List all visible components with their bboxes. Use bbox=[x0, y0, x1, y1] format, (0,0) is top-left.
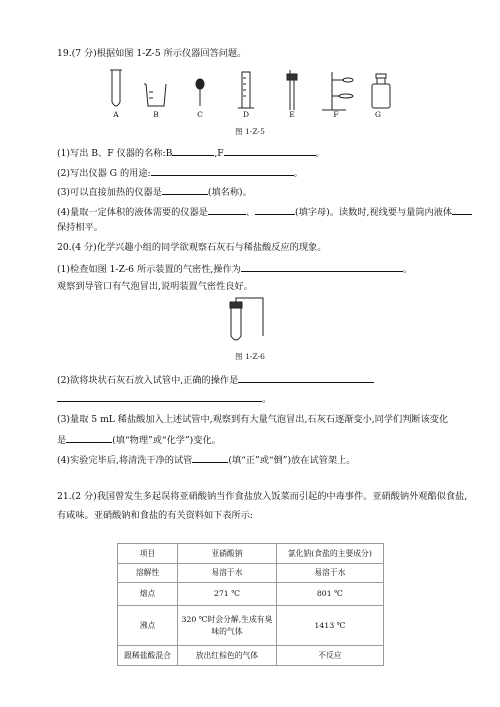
q20-sub3-text-c: (填“物理”或“化学”)变化。 bbox=[112, 435, 221, 446]
dropper-drawing bbox=[196, 79, 204, 106]
instrument-label-c: C bbox=[197, 110, 203, 119]
apparatus-figure bbox=[225, 296, 275, 346]
q20-sub1-text: (1)检查如图 1-Z-6 所示装置的气密性,操作为 bbox=[57, 264, 241, 275]
q19-sub4 bbox=[57, 205, 472, 219]
table-cell-nitrite bbox=[178, 606, 277, 646]
answer-blank-measure-2[interactable] bbox=[255, 205, 295, 215]
q19-sub4-line2: 保持相平。 bbox=[57, 222, 103, 233]
q20-sub2 bbox=[57, 373, 374, 387]
q19-sub3 bbox=[57, 185, 252, 199]
answer-blank-heat[interactable] bbox=[162, 185, 208, 195]
q21-line2: 有咸味。亚硝酸钠和食盐的有关资料如下表所示: bbox=[57, 510, 254, 521]
apparatus-test-tube bbox=[231, 306, 241, 340]
table-cell-label: 沸点 bbox=[118, 606, 178, 646]
q20-sub2-text: (2)欲将块状石灰石放入试管中,正确的操作是 bbox=[57, 375, 239, 386]
comparison-table bbox=[117, 543, 384, 666]
answer-blank-g-use[interactable] bbox=[151, 166, 294, 176]
table-header-item: 项目 bbox=[118, 544, 178, 564]
answer-blank-b[interactable] bbox=[172, 146, 214, 156]
q20-sub4 bbox=[57, 453, 355, 467]
table-row bbox=[118, 564, 384, 583]
apparatus-stopper bbox=[230, 302, 242, 308]
q19-sub2-end: 。 bbox=[293, 168, 303, 179]
table-cell-nitrite: 271 ℃ bbox=[178, 583, 277, 606]
q19-sub1-end: 。 bbox=[315, 148, 325, 159]
q19-sub3-end: (填名称)。 bbox=[207, 187, 252, 198]
table-header-chloride: 氯化钠(食盐的主要成分) bbox=[276, 544, 383, 564]
answer-blank-level[interactable] bbox=[452, 205, 472, 215]
q20-sub3: (3)量取 5 mL 稀盐酸加入上述试管中,观察到有大量气泡冒出,石灰石逐渐变小,同学们判断该变化 bbox=[57, 414, 449, 425]
instrument-label-f: F bbox=[333, 110, 339, 119]
table-cell-nitrite: 放出红棕色的气体 bbox=[178, 646, 277, 666]
table-cell-label: 跟稀盐酸混合 bbox=[118, 646, 178, 666]
figure-caption-1z5: 图 1-Z-5 bbox=[235, 127, 265, 136]
answer-blank-place-stone-2[interactable] bbox=[57, 392, 262, 402]
q19-sub1 bbox=[57, 146, 325, 160]
q20-sub3-text-b: 是 bbox=[57, 435, 67, 446]
instrument-label-b: B bbox=[153, 110, 159, 119]
table-cell-label: 溶解性 bbox=[118, 564, 178, 583]
table-row bbox=[118, 646, 384, 666]
q20-sub4-text-b: (填“正”或“倒”)放在试管架上。 bbox=[228, 455, 356, 466]
instrument-label-d: D bbox=[242, 110, 249, 119]
beaker-drawing bbox=[144, 84, 166, 106]
table-cell-chloride: 801 ℃ bbox=[276, 583, 383, 606]
q21-line1: 21.(2 分)我国曾发生多起误将亚硝酸钠当作食盐放入饭菜而引起的中毒事件。亚硝酸钠外观酷似食盐, bbox=[57, 491, 468, 502]
q20-sub3-line2 bbox=[57, 433, 221, 447]
q20-heading: 20.(4 分)化学兴趣小组的同学欲观察石灰石与稀盐酸反应的现象。 bbox=[57, 242, 327, 253]
answer-blank-orientation[interactable] bbox=[192, 453, 228, 463]
answer-blank-f[interactable] bbox=[224, 146, 316, 156]
table-cell-nitrite-line1: 320 ℃时会分解,生成有臭 bbox=[181, 614, 273, 624]
instrument-label-g: G bbox=[375, 110, 381, 119]
table-row bbox=[118, 606, 384, 646]
q19-sub3-text: (3)可以直接加热的仪器是 bbox=[57, 187, 162, 198]
q20-sub1 bbox=[57, 262, 412, 276]
q19-sub4-text-a: (4)量取一定体积的液体需要的仪器是 bbox=[57, 207, 208, 218]
table-cell-chloride: 易溶于水 bbox=[276, 564, 383, 583]
table-cell-chloride: 1413 ℃ bbox=[276, 606, 383, 646]
q19-sub4-text-b: 、 bbox=[245, 207, 256, 218]
table-header-row bbox=[118, 544, 384, 564]
table-header-nitrite: 亚硝酸钠 bbox=[178, 544, 277, 564]
answer-blank-change-type[interactable] bbox=[66, 433, 112, 443]
table-cell-nitrite-line2: 味的气体 bbox=[211, 626, 243, 636]
graduated-cylinder-drawing bbox=[238, 72, 254, 108]
q20-sub2-line2 bbox=[57, 392, 271, 406]
test-tube-drawing bbox=[110, 70, 122, 106]
q19-sub1-mid: ,F bbox=[214, 148, 224, 159]
table-cell-nitrite: 易溶于水 bbox=[178, 564, 277, 583]
answer-blank-measure-1[interactable] bbox=[208, 205, 246, 215]
q19-sub4-text-c: (填字母)。读数时,视线要与量筒内液体 bbox=[295, 207, 453, 218]
reagent-bottle-drawing bbox=[372, 74, 390, 108]
instrument-label-e: E bbox=[289, 110, 295, 119]
q20-sub1-end: 。 bbox=[402, 264, 413, 275]
q20-sub4-text-a: (4)实验完毕后,将清洗干净的试管 bbox=[57, 455, 193, 466]
answer-blank-place-stone-1[interactable] bbox=[238, 373, 374, 383]
q19-sub2-text: (2)写出仪器 G 的用途: bbox=[57, 168, 151, 179]
table-row bbox=[118, 583, 384, 606]
q19-sub1-text: (1)写出 B、F 仪器的名称:B bbox=[57, 148, 173, 159]
table-cell-chloride: 不反应 bbox=[276, 646, 383, 666]
q19-sub2 bbox=[57, 166, 303, 180]
figure-caption-1z6: 图 1-Z-6 bbox=[235, 352, 265, 361]
answer-blank-airtight[interactable] bbox=[241, 262, 403, 272]
test-tube-holder-drawing bbox=[287, 70, 297, 110]
q20-sub2-end: 。 bbox=[262, 394, 272, 405]
q19-heading: 19.(7 分)根据如图 1-Z-5 所示仪器回答问题。 bbox=[57, 48, 247, 59]
iron-stand-drawing bbox=[322, 72, 353, 110]
q20-sub1-note: 观察到导管口有气泡冒出,说明装置气密性良好。 bbox=[57, 281, 253, 292]
table-cell-label: 熔点 bbox=[118, 583, 178, 606]
instrument-label-a: A bbox=[113, 110, 119, 119]
